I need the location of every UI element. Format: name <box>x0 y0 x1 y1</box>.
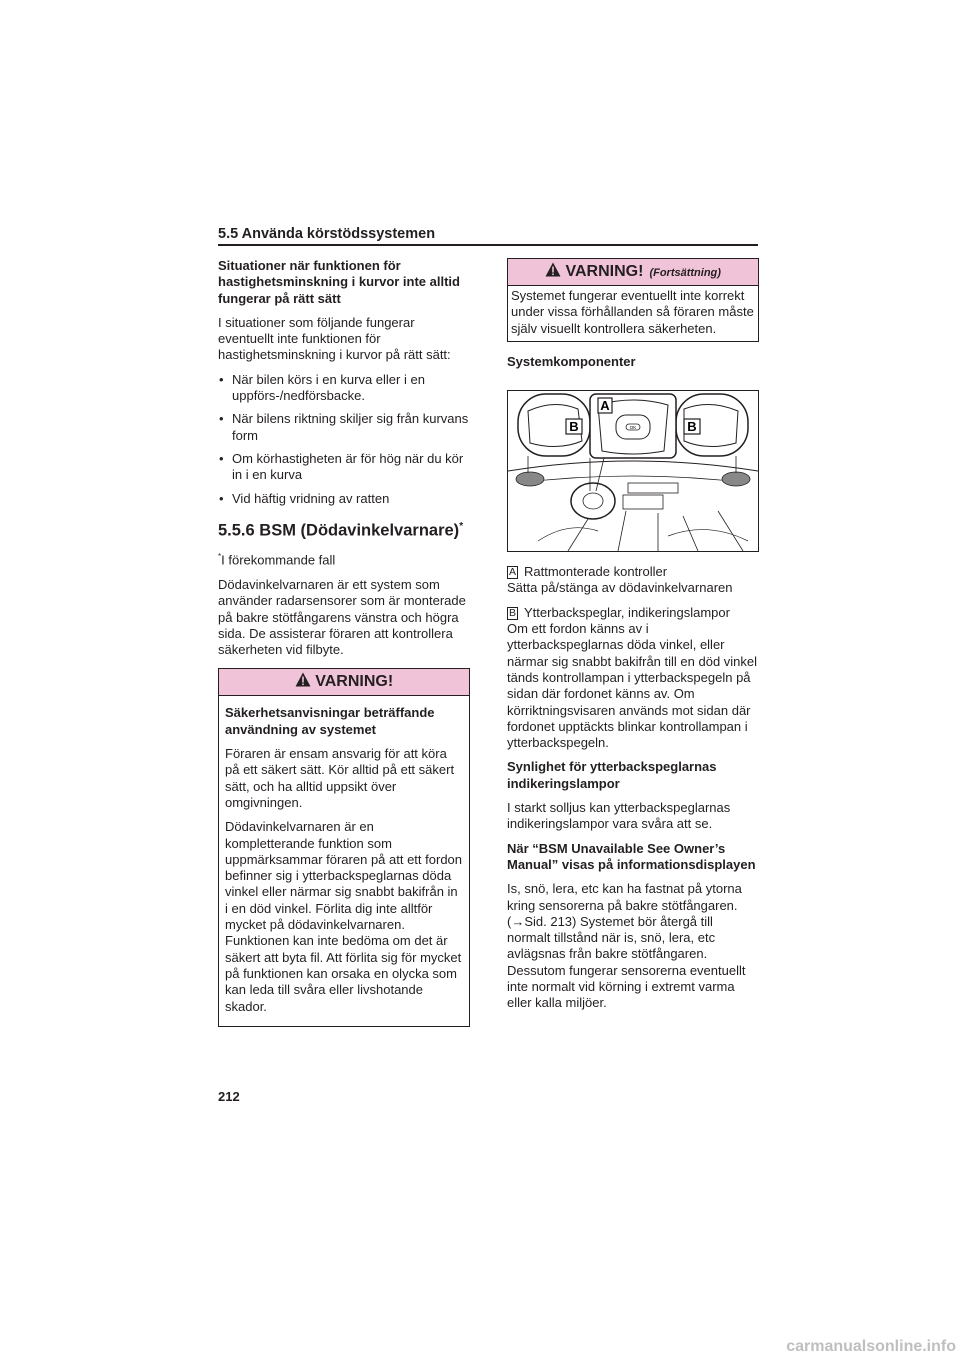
warning-header <box>219 669 469 696</box>
warning-header-continued <box>508 259 758 286</box>
warning-paragraph-1: Föraren är ensam ansvarig för att köra på ett säkert sätt. Kör alltid på ett säkert sätt, och ha alltid uppsikt över omgivningen. <box>225 746 455 810</box>
warning-subheading: Säkerhetsanvisningar beträffande användning av systemet <box>225 705 435 737</box>
warning-title: VARNING! <box>565 263 644 280</box>
warning-continued-label: (Fortsättning) <box>649 267 721 279</box>
component-a-title: Rattmonterade kontroller <box>524 564 668 580</box>
ref-marker-a: A <box>508 566 516 579</box>
left-column <box>218 258 470 1027</box>
ok-button-label: OK <box>629 425 637 431</box>
ref-marker-b: B <box>508 606 516 619</box>
warning-title: VARNING! <box>315 673 394 691</box>
page-number: 212 <box>218 1089 240 1104</box>
warning-triangle-icon <box>295 672 311 692</box>
section-header: 5.5 Använda körstödssystemen <box>218 226 436 242</box>
warning-paragraph-2: Dödavinkelvarnaren är en kompletterande funktion som uppmärksammar föraren på att ett fordon befinner sig i ytterbackspeglarnas döda vinkel eller närmar sig snabbt bakifrån in i en död vinkel. Förlita dig inte alltför mycket på dödavinkelvarnaren. Funktionen kan inte bedöma om det är säkert att byta fil. Att förlita sig för mycket på funktionen kan orsaka en olycka som kan leda till svåra eller livshotande skador. <box>225 819 463 1014</box>
dashboard-illustration <box>508 391 758 551</box>
warning-text: Systemet fungerar eventuellt inte korrekt under vissa förhållanden så föraren måste själv visuellt kontrollera säkerheten. <box>511 288 754 336</box>
warning-body-continued <box>508 286 758 341</box>
warning-box-continued <box>507 258 759 342</box>
label-b-left: B <box>569 419 579 435</box>
intro-paragraph: I situationer som följande fungerar eventuellt inte funktionen för hastighetsminskning i kurvor på rätt sätt: <box>218 314 451 363</box>
subsection-asterisk: * <box>459 520 464 532</box>
heading-curve-speed: Situationer när funktionen för hastighetsminskning i kurvor inte alltid fungerar på rätt sätt <box>218 258 460 306</box>
warning-box <box>218 668 470 1026</box>
situation-list <box>218 372 470 507</box>
subsection-title: 5.5.6 BSM (Dödavinkelvarnare)* <box>218 520 464 540</box>
bsm-description: Dödavinkelvarnaren är ett system som använder radarsensorer som är monterade på bakre stötfångarens vänstra och högra sida. De assisterar föraren att kontrollera säkerheten vid filbyte. <box>218 576 466 658</box>
visibility-text: I starkt solljus kan ytterbackspeglarnas indikeringslampor vara svåra att se. <box>507 800 731 832</box>
component-b <box>507 605 759 752</box>
list-item: • När bilen körs i en kurva eller i en uppförs-/nedförsbacke. <box>219 371 425 404</box>
component-b-text: Om ett fordon känns av i ytterbackspeglarnas döda vinkel, eller närmar sig snabbt bakifrån till en död vinkel tänds kontrollampan i ytterbackspegeln på sidan där fordonet känns av. Om körriktningsvisaren används mot sidan där fordonet upptäckts blinkar kontrollampan i ytterbackspegeln. <box>507 621 758 751</box>
label-b-right: B <box>687 419 697 435</box>
components-heading: Systemkomponenter <box>507 353 636 369</box>
unavailable-text: Is, snö, lera, etc kan ha fastnat på ytorna kring sensorerna på bakre stötfångaren. (→Sid. 213) Systemet bör återgå till normalt tillstånd när is, snö, lera, etc avlägsnas från bakre stötfångaren. Dessutom fungerar sensorerna eventuellt inte normalt vid körning i extremt varma eller kalla miljöer. <box>507 881 746 1011</box>
watermark: carmanualsonline.info <box>786 1338 956 1355</box>
section-rule <box>218 244 758 246</box>
warning-body <box>219 696 469 1025</box>
label-a: A <box>600 398 610 414</box>
warning-triangle-icon <box>545 263 565 280</box>
visibility-heading: Synlighet för ytterbackspeglarnas indikeringslampor <box>507 759 717 791</box>
unavailable-heading: När “BSM Unavailable See Owner’s Manual” visas på informationsdisplayen <box>507 840 756 872</box>
component-a-text: Sätta på/stänga av dödavinkelvarnaren <box>507 580 733 596</box>
footnote: *I förekommande fall <box>218 552 336 568</box>
list-item: • Om körhastigheten är för hög när du kör in i en kurva <box>219 450 464 483</box>
component-a <box>507 564 759 597</box>
system-components-figure <box>507 390 759 552</box>
list-item: • När bilens riktning skiljer sig från kurvans form <box>219 411 469 443</box>
component-b-title: Ytterbackspeglar, indikeringslampor <box>524 604 730 620</box>
list-item: • Vid häftig vridning av ratten <box>219 490 390 506</box>
right-column <box>507 258 759 1020</box>
